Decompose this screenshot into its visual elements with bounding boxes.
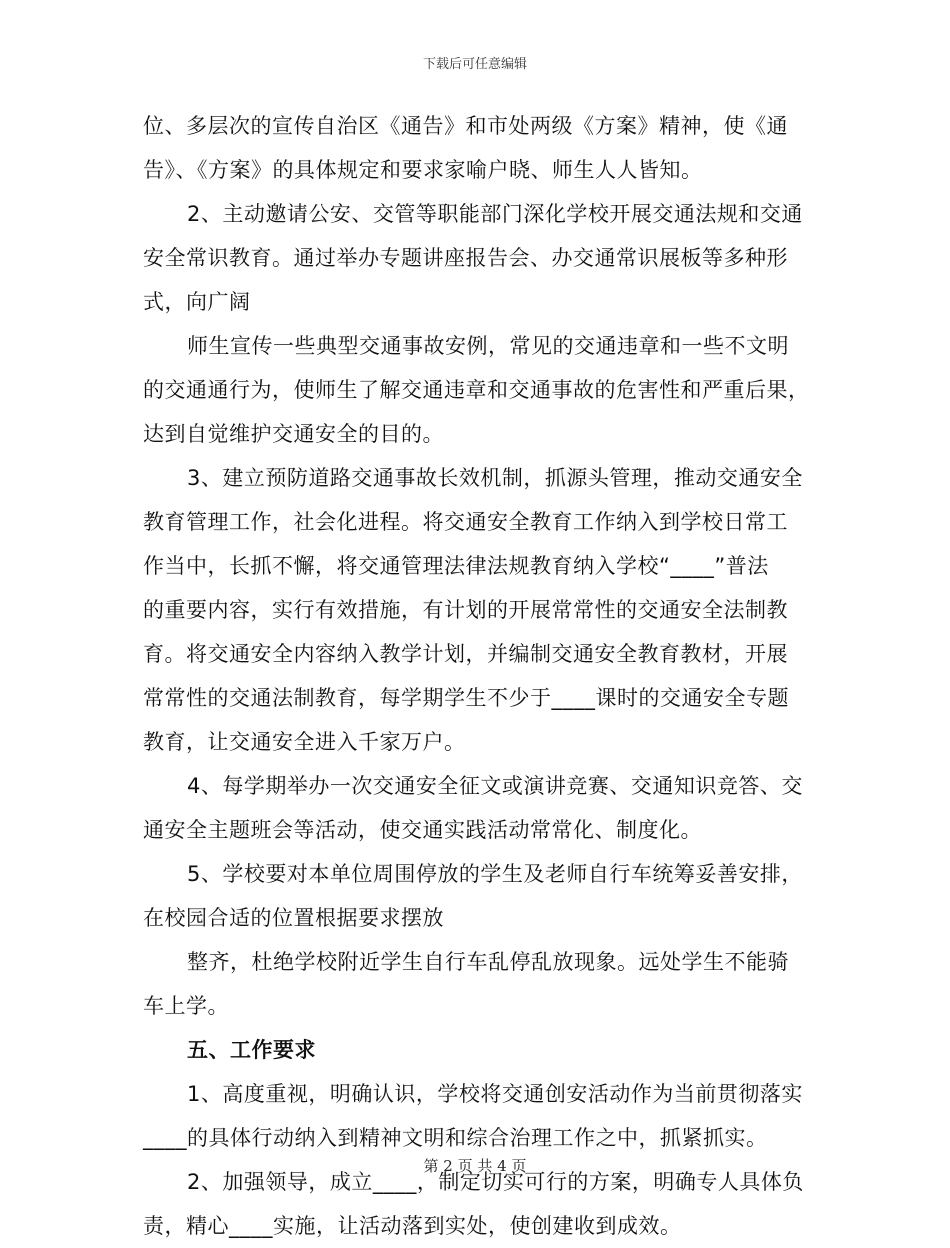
paragraph-line: 车上学。 <box>143 994 229 1018</box>
paragraph-line: 3、建立预防道路交通事故长效机制，抓源头管理，推动交通安全 <box>187 466 803 490</box>
paragraph-line: 位、多层次的宣传自治区《通告》和市处两级《方案》精神，使《通 <box>143 114 788 138</box>
paragraph-line: 式，向广阔 <box>143 290 251 314</box>
paragraph-line: 告》、《方案》的具体规定和要求家喻户晓、师生人人皆知。 <box>143 158 703 182</box>
section-heading: 五、工作要求 <box>187 1038 316 1062</box>
paragraph-line: 教育，让交通安全进入千家万户。 <box>143 730 466 754</box>
paragraph-line: 安全常识教育。通过举办专题讲座报告会、办交通常识展板等多种形 <box>143 246 788 270</box>
paragraph-line: ____的具体行动纳入到精神文明和综合治理工作之中，抓紧抓实。 <box>143 1126 768 1150</box>
paragraph-line: 常常性的交通法制教育，每学期学生不少于____课时的交通安全专题 <box>143 686 789 710</box>
paragraph-line: 育。将交通安全内容纳入教学计划，并编制交通安全教育教材，开展 <box>143 642 788 666</box>
paragraph-line: 2、加强领导，成立____，制定切实可行的方案，明确专人具体负 <box>187 1170 804 1194</box>
paragraph-line: 2、主动邀请公安、交管等职能部门深化学校开展交通法规和交通 <box>187 202 803 226</box>
paragraph-line: 5、学校要对本单位周围停放的学生及老师自行车统筹妥善安排， <box>187 862 803 886</box>
paragraph-line: 的重要内容，实行有效措施，有计划的开展常常性的交通安全法制教 <box>143 598 788 622</box>
paragraph-line: 1、高度重视，明确认识，学校将交通创安活动作为当前贯彻落实 <box>187 1082 803 1106</box>
document-body <box>143 104 811 1248</box>
paragraph-line: 整齐，杜绝学校附近学生自行车乱停乱放现象。远处学生不能骑 <box>187 950 789 974</box>
paragraph-line: 师生宣传一些典型交通事故安例，常见的交通违章和一些不文明 <box>187 334 789 358</box>
page-header: 下载后可任意编辑 <box>422 57 527 72</box>
paragraph-line: 达到自觉维护交通安全的目的。 <box>143 422 444 446</box>
page-footer: 第 2 页 共 4 页 <box>423 1157 527 1175</box>
paragraph-line: 4、每学期举办一次交通安全征文或演讲竞赛、交通知识竞答、交 <box>187 774 803 798</box>
paragraph-line: 的交通通行为，使师生了解交通违章和交通事故的危害性和严重后果， <box>143 378 810 402</box>
paragraph-line: 责，精心____实施，让活动落到实处，使创建收到成效。 <box>143 1214 682 1238</box>
paragraph-line: 作当中，长抓不懈，将交通管理法律法规教育纳入学校“____”普法 <box>143 554 769 578</box>
paragraph-line: 在校园合适的位置根据要求摆放 <box>143 906 444 930</box>
paragraph-line: 通安全主题班会等活动，使交通实践活动常常化、制度化。 <box>143 818 702 842</box>
paragraph-line: 教育管理工作，社会化进程。将交通安全教育工作纳入到学校日常工 <box>143 510 788 534</box>
